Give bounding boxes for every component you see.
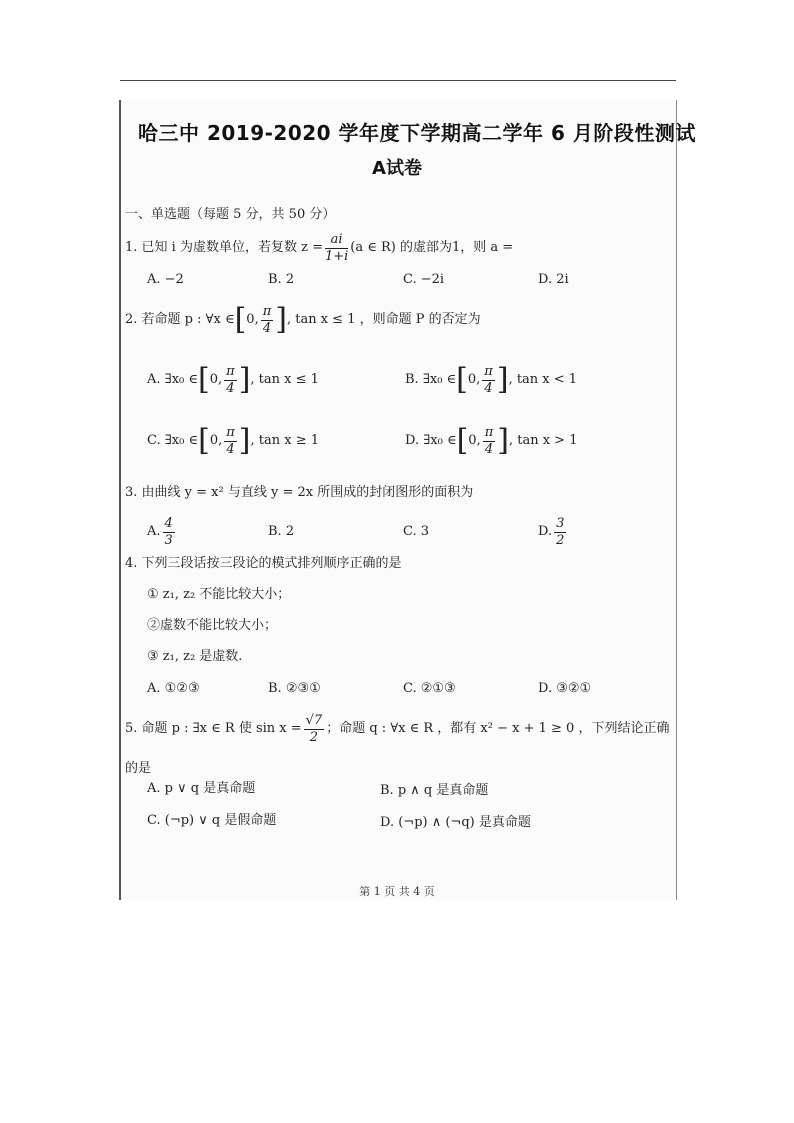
q2-option-a-fraction [224,364,237,397]
q5-frac-den: 2 [309,729,319,745]
q5-option-c: C. (¬p) ∨ q 是假命题 [147,813,277,828]
q1-stem-pre: 1. 已知 i 为虚数单位，若复数 z = [125,240,323,255]
q4-option-d: D. ③②① [538,681,592,696]
bracket-left-icon: [ [198,423,210,458]
q3-option-a-den: 3 [164,532,173,548]
q3-option-d-fraction [554,516,566,549]
q2-option-a-den: 4 [226,380,235,396]
section-heading: 一、单选题（每题 5 分，共 50 分） [125,207,336,222]
q2-option-c-den: 4 [226,441,235,457]
q1-frac-den: 1+i [324,248,349,264]
page-footer: 第 1 页 共 4 页 [359,885,435,898]
q1-option-d: D. 2i [538,272,569,287]
q2-option-c-tail: , tan x ≥ 1 [250,433,320,448]
q1-option-c: C. −2i [403,272,445,287]
q5-stem-continuation: 的是 [125,761,152,776]
bracket-right-icon: ] [275,302,287,337]
q4-option-a: A. ①②③ [147,681,200,696]
q2-option-b-tail: , tan x < 1 [508,372,578,387]
q2-option-b-den: 4 [484,380,493,396]
q3-option-d-den: 2 [556,532,565,548]
q4-statement-3: ③ z₁, z₂ 是虚数. [147,649,243,664]
q3-option-d-num: 3 [556,515,565,531]
q3-option-b: B. 2 [268,524,295,539]
q2-option-d [405,421,577,461]
q2-option-a-tail: , tan x ≤ 1 [250,372,319,387]
q2-option-a-num: π [226,363,235,379]
q4-option-c: C. ②①③ [403,681,456,696]
q4-statement-2: ②虚数不能比较大小； [147,618,278,633]
q5-option-d: D. (¬p) ∧ (¬q) 是真命题 [380,815,531,830]
q2-option-d-num: π [484,424,494,440]
q2-option-b [405,360,577,400]
q2-option-a-label: A. ∃x₀ ∈ [147,372,199,387]
q1-option-b: B. 2 [268,272,295,287]
paper-subtitle: A试卷 [372,158,422,179]
q2-frac-num: π [262,303,272,319]
q2-option-b-fraction [482,364,495,397]
top-rule [120,80,676,81]
q1-stem-post: (a ∈ R) 的虚部为1，则 a = [350,240,514,255]
question-5 [125,709,669,749]
q2-option-d-interval: 0, [468,433,481,448]
q3-option-a [147,513,177,551]
bracket-left-icon: [ [456,362,468,397]
q2-option-c [147,421,319,461]
q2-option-c-label: C. ∃x₀ ∈ [147,433,199,448]
q3-option-a-label: A. [147,524,161,539]
q2-option-d-fraction [483,425,496,458]
q2-frac-den: 4 [262,320,272,336]
q5-stem-post: ；命题 q : ∀x ∈ R ，都有 x² − x + 1 ≥ 0 ，下列结论正确 [326,721,670,736]
q5-option-a: A. p ∨ q 是真命题 [147,781,256,796]
q2-option-c-interval: 0, [209,433,223,448]
bracket-right-icon: ] [497,423,509,458]
q5-fraction [304,713,325,746]
q1-option-a: A. −2 [147,272,184,287]
q2-option-b-interval: 0, [467,372,481,387]
q2-option-c-fraction [224,425,237,458]
q2-stem-post: , tan x ≤ 1 ，则命题 P 的否定为 [286,312,481,327]
q2-option-c-num: π [226,424,235,440]
bracket-left-icon: [ [456,423,469,458]
page-title: 哈三中 2019-2020 学年度下学期高二学年 6 月阶段性测试 [138,121,696,145]
question-4: 4. 下列三段话按三段论的模式排列顺序正确的是 [125,556,402,571]
bracket-right-icon: ] [496,362,509,397]
bracket-left-icon: [ [198,362,210,397]
bracket-right-icon: ] [238,362,251,397]
q2-fraction [261,304,274,337]
q2-option-d-den: 4 [484,441,494,457]
q2-option-d-tail: , tan x > 1 [508,433,578,448]
q5-option-b: B. p ∧ q 是真命题 [380,783,489,798]
q3-option-d-label: D. [538,524,553,539]
q5-stem-pre: 5. 命题 p : ∃x ∈ R 使 sin x = [125,721,302,736]
q1-fraction [325,232,348,265]
question-2 [125,300,481,340]
q3-option-d [538,513,568,551]
q2-option-a [147,360,319,400]
q4-statement-1: ① z₁, z₂ 不能比较大小； [147,587,291,602]
q2-option-a-interval: 0, [209,372,223,387]
q3-option-a-num: 4 [164,515,173,531]
q4-option-b: B. ②③① [268,681,321,696]
bracket-right-icon: ] [238,423,251,458]
q3-option-c: C. 3 [403,524,430,539]
bracket-left-icon: [ [234,302,247,337]
q2-interval-left: 0, [246,312,259,327]
q2-option-b-num: π [484,363,493,379]
q5-frac-num: √7 [305,712,323,728]
q3-option-a-fraction [163,516,175,549]
question-1 [125,230,513,266]
q2-stem-pre: 2. 若命题 p : ∀x ∈ [125,312,235,327]
q1-frac-num: ai [325,232,348,249]
q2-option-d-label: D. ∃x₀ ∈ [405,433,457,448]
question-3: 3. 由曲线 y = x² 与直线 y = 2x 所围成的封闭图形的面积为 [125,485,474,500]
q2-option-b-label: B. ∃x₀ ∈ [405,372,457,387]
